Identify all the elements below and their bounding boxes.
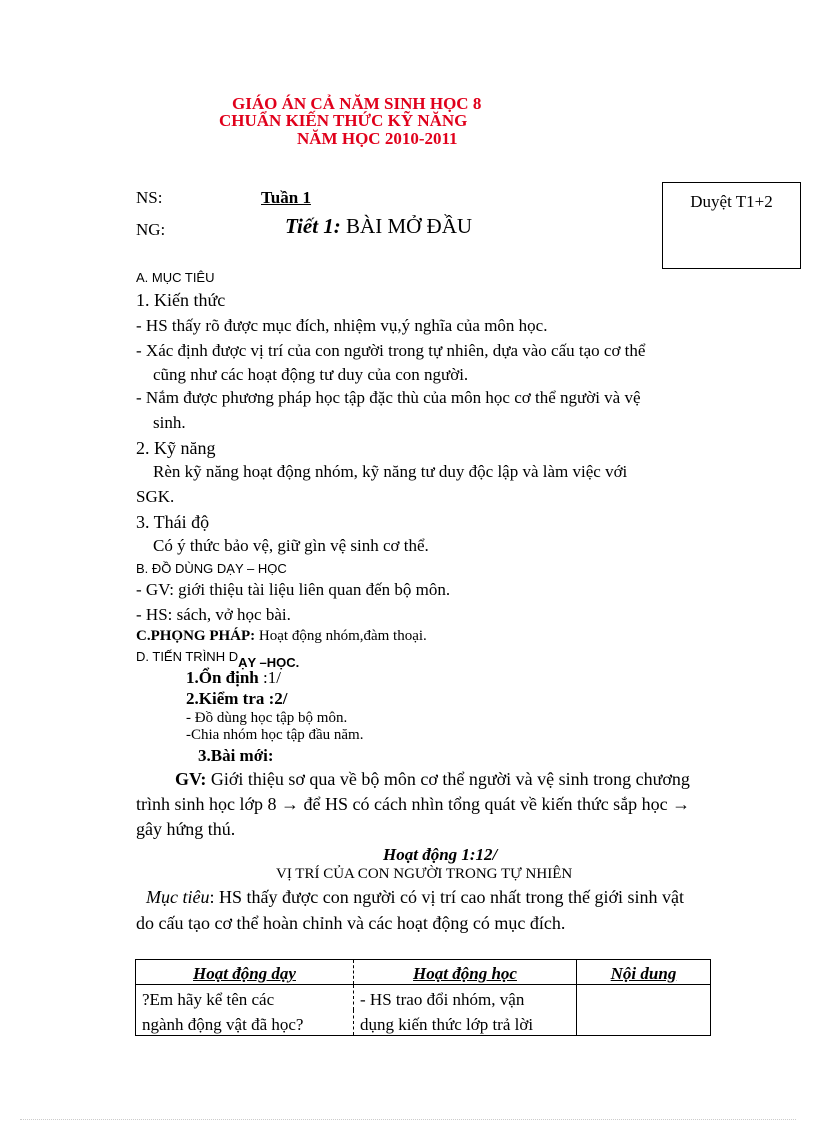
table-cell: - HS trao đổi nhóm, vận: [354, 985, 577, 1011]
section-d-heading-a: D. TIẾN TRÌNH D: [136, 649, 239, 664]
activity-1-goal: [146, 887, 684, 908]
table-header: Hoạt động học: [354, 960, 577, 985]
table-cell: ngành động vật đã học?: [136, 1010, 354, 1036]
step-1: [186, 668, 281, 688]
approval-box: Duyệt T1+2: [662, 182, 801, 269]
skill-heading: 2. Kỹ năng: [136, 438, 216, 458]
title-line-1: GIÁO ÁN CẢ NĂM SINH HỌC 8: [232, 94, 482, 113]
section-d-heading-b: ẠY –HỌC.: [238, 655, 300, 670]
activity-1-title: Hoạt động 1:12/: [383, 845, 498, 864]
materials-gv: - GV: giới thiệu tài liệu liên quan đến bộ môn.: [136, 580, 451, 599]
step-2-value: :2/: [268, 689, 288, 708]
step-1-value: :1/: [263, 668, 281, 687]
lesson-table: [135, 959, 711, 1036]
section-a-heading: A. MỤC TIÊU: [136, 270, 215, 285]
skill-text-a: Rèn kỹ năng hoạt động nhóm, kỹ năng tư duy độc lập và làm việc với: [153, 462, 628, 481]
check-item-1: - Đồ dùng học tập bộ môn.: [186, 710, 348, 726]
intro-line-3: gây hứng thú.: [136, 819, 236, 839]
table-cell: dụng kiến thức lớp trả lời: [354, 1010, 577, 1036]
table-row: [136, 1010, 711, 1036]
gv-label: GV:: [175, 769, 207, 789]
knowledge-item-3b: sinh.: [153, 413, 186, 432]
week-label: Tuần 1: [261, 188, 311, 207]
title-line-2: CHUẨN KIẾN THỨC KỸ NĂNG: [219, 111, 468, 130]
section-c: [136, 628, 427, 645]
check-item-2: -Chia nhóm học tập đầu năm.: [186, 727, 364, 743]
step-3-label: 3.Bài mới:: [198, 746, 274, 765]
attitude-text: Có ý thức bảo vệ, giữ gìn vệ sinh cơ thể.: [153, 536, 429, 555]
intro-text-1: Giới thiệu sơ qua về bộ môn cơ thể người và vệ sinh trong chương: [210, 769, 690, 789]
activity-1-subtitle: VỊ TRÍ CỦA CON NGƯỜI TRONG TỰ NHIÊN: [276, 866, 573, 882]
intro-line-1: [175, 769, 690, 790]
step-1-label: 1.Ổn định: [186, 668, 259, 687]
table-header-row: [136, 960, 711, 985]
section-d-heading: [136, 648, 300, 670]
attitude-heading: 3. Thái độ: [136, 512, 210, 532]
page-edge-divider: [20, 1119, 796, 1120]
goal-label: Mục tiêu: [146, 887, 210, 907]
ns-label: NS:: [136, 188, 163, 207]
lesson-prefix: Tiết 1:: [285, 214, 341, 238]
knowledge-heading: 1. Kiến thức: [136, 290, 226, 310]
section-c-heading: C.PHỌNG PHÁP:: [136, 628, 256, 644]
table-header: Hoạt động dạy: [136, 960, 354, 985]
ng-label: NG:: [136, 220, 166, 239]
lesson-title: [285, 214, 472, 239]
table-row: [136, 985, 711, 1011]
knowledge-item-3a: - Nắm được phương pháp học tập đặc thù của môn học cơ thể người và vệ: [136, 388, 641, 407]
activity-1-goal-2: do cấu tạo cơ thể hoàn chỉnh và các hoạt động có mục đích.: [136, 913, 566, 933]
intro-line-2: trình sinh học lớp 8 → để HS có cách nhìn tổng quát về kiến thức sắp học →: [136, 794, 691, 814]
knowledge-item-1: - HS thấy rõ được mục đích, nhiệm vụ,ý nghĩa của môn học.: [136, 316, 548, 335]
section-b-heading: B. ĐỒ DÙNG DẠY – HỌC: [136, 561, 287, 576]
title-line-3: NĂM HỌC 2010-2011: [297, 129, 458, 148]
knowledge-item-2a: - Xác định được vị trí của con người trong tự nhiên, dựa vào cấu tạo cơ thể: [136, 341, 646, 360]
goal-text-1: : HS thấy được con người có vị trí cao nhất trong thế giới sinh vật: [209, 887, 684, 907]
step-2-label: 2.Kiểm tra: [186, 689, 265, 708]
table-header: Nội dung: [577, 960, 711, 985]
knowledge-item-2b: cũng như các hoạt động tư duy của con người.: [153, 365, 469, 384]
materials-hs: - HS: sách, vở học bài.: [136, 605, 291, 624]
table-cell: [577, 985, 711, 1011]
section-c-text: Hoạt động nhóm,đàm thoại.: [258, 628, 427, 644]
skill-text-b: SGK.: [136, 487, 175, 506]
table-cell: ?Em hãy kể tên các: [136, 985, 354, 1011]
step-2: [186, 689, 288, 709]
table-cell: [577, 1010, 711, 1036]
lesson-name: BÀI MỞ ĐẦU: [346, 214, 473, 238]
